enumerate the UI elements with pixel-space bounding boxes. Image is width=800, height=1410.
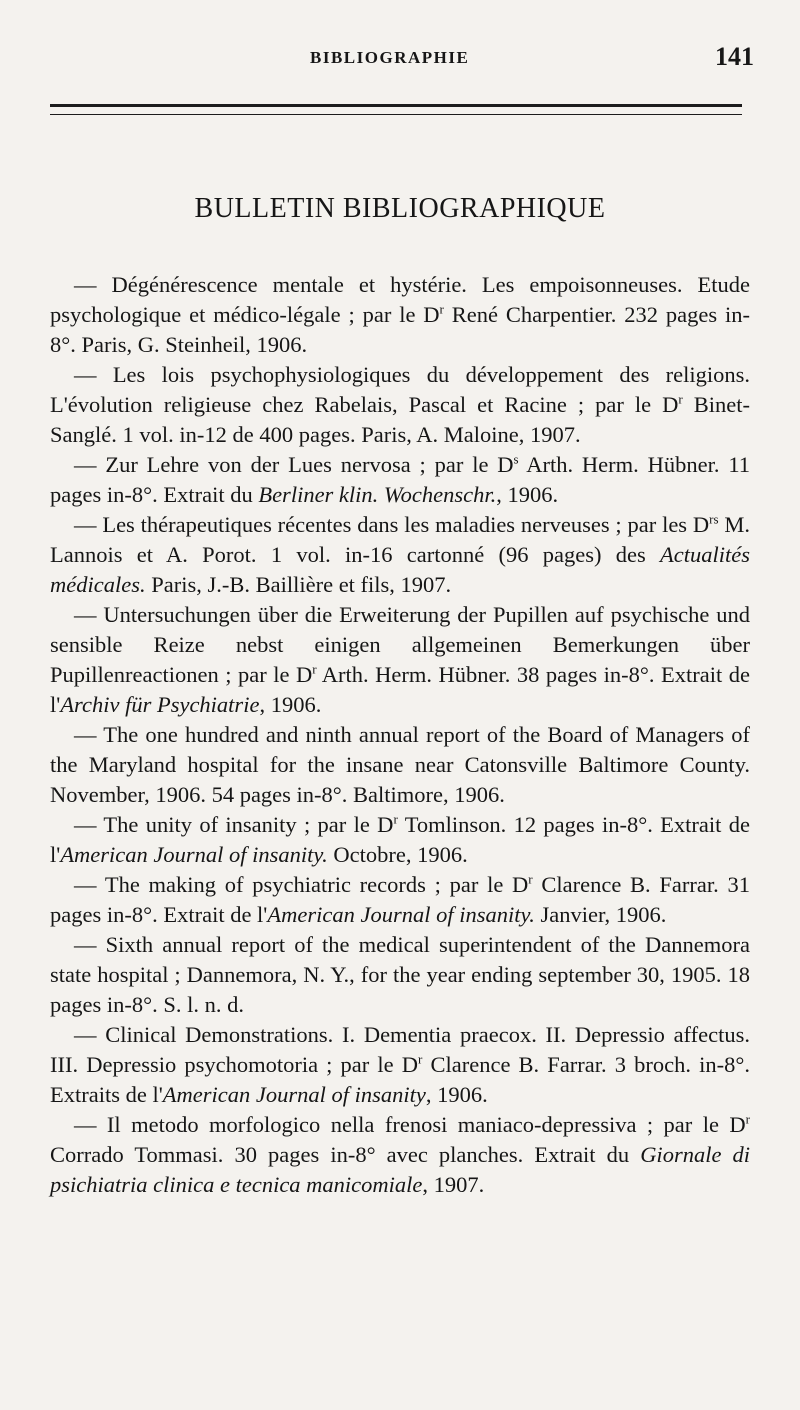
- bibliography-list: [50, 270, 750, 1200]
- entry-text: — Clinical Demonstrations. I. Dementia praecox. II. Depressio affectus. III. Depressio psychomotoria ; par le D: [50, 1022, 750, 1077]
- entry-superscript: s: [513, 451, 519, 467]
- entry-superscript: r: [312, 661, 317, 677]
- header-rule-thick: [50, 104, 742, 107]
- entry-text: — The one hundred and ninth annual report of the Board of Managers of the Maryland hospital for the insane near Catonsville Baltimore County. November, 1906. 54 pages in-8°. Baltimore, 1906.: [50, 722, 750, 807]
- entry-text: , 1906.: [425, 1082, 488, 1107]
- section-title: BULLETIN BIBLIOGRAPHIQUE: [194, 193, 606, 224]
- entry-text: Clarence B. Farrar. 3 broch. in-8°. Extraits de l': [50, 1052, 750, 1107]
- running-title: BIBLIOGRAPHIE: [310, 48, 470, 67]
- entry-text: , 1906.: [496, 482, 559, 507]
- running-head: [0, 40, 800, 80]
- entry-journal-title: Berliner klin. Wochenschr.: [258, 482, 497, 507]
- bibliography-entry: [50, 360, 750, 450]
- entry-text: Tomlinson. 12 pages in-8°. Extrait de l': [50, 812, 750, 867]
- entry-journal-title: Actualités médicales.: [50, 542, 750, 597]
- entry-text: — Les thérapeutiques récentes dans les maladies nerveuses ; par les D: [74, 512, 710, 537]
- bibliography-entry: [50, 930, 750, 1020]
- bibliography-entry: [50, 720, 750, 810]
- bibliography-entry: [50, 870, 750, 930]
- entry-journal-title: American Journal of insanity: [162, 1082, 426, 1107]
- bibliography-entry: [50, 1110, 750, 1200]
- entry-text: Clarence B. Farrar. 31 pages in-8°. Extrait de l': [50, 872, 750, 927]
- entry-text: — Untersuchungen über die Erweiterung der Pupillen auf psychische und sensible Reize nebst einigen allgemeinen Bemerkungen über Pupillenreactionen ; par le D: [50, 602, 750, 687]
- bibliography-entry: [50, 510, 750, 600]
- entry-superscript: r: [745, 1111, 750, 1127]
- entry-text: — The unity of insanity ; par le D: [74, 812, 394, 837]
- entry-superscript: r: [439, 301, 444, 317]
- bibliography-entry: [50, 270, 750, 360]
- bibliography-entry: [50, 600, 750, 720]
- entry-text: Corrado Tommasi. 30 pages in-8° avec planches. Extrait du: [50, 1142, 641, 1167]
- entry-text: — Il metodo morfologico nella frenosi maniaco-depressiva ; par le D: [74, 1112, 746, 1137]
- entry-text: — Dégénérescence mentale et hystérie. Les empoisonneuses. Etude psychologique et médico-légale ; par le D: [50, 272, 750, 327]
- entry-text: — Les lois psychophysiologiques du développement des religions. L'évolution religieuse chez Rabelais, Pascal et Racine ; par le D: [50, 362, 750, 417]
- entry-text: Octobre, 1906.: [327, 842, 468, 867]
- entry-text: Binet-Sanglé. 1 vol. in-12 de 400 pages. Paris, A. Maloine, 1907.: [50, 392, 750, 447]
- entry-text: Paris, J.-B. Baillière et fils, 1907.: [145, 572, 452, 597]
- entry-superscript: r: [528, 871, 533, 887]
- entry-text: M. Lannois et A. Porot. 1 vol. in-16 cartonné (96 pages) des: [50, 512, 750, 567]
- page-number: 141: [715, 42, 754, 71]
- entry-text: Arth. Herm. Hübner. 38 pages in-8°. Extrait de l': [50, 662, 751, 717]
- entry-text: — The making of psychiatric records ; par le D: [74, 872, 529, 897]
- entry-journal-title: Giornale di psichiatria clinica e tecnica manicomiale: [50, 1142, 750, 1197]
- entry-journal-title: Archiv für Psychiatrie: [60, 692, 260, 717]
- entry-text: , 1906.: [259, 692, 322, 717]
- bibliography-entry: [50, 1020, 750, 1110]
- entry-text: , 1907.: [422, 1172, 485, 1197]
- header-rule-thin: [50, 114, 742, 115]
- entry-journal-title: American Journal of insanity.: [267, 902, 535, 927]
- entry-text: — Zur Lehre von der Lues nervosa ; par le D: [74, 452, 514, 477]
- bibliography-entry: [50, 810, 750, 870]
- entry-journal-title: American Journal of insanity.: [60, 842, 328, 867]
- entry-superscript: r: [393, 811, 398, 827]
- entry-text: Janvier, 1906.: [534, 902, 667, 927]
- entry-superscript: r: [418, 1051, 423, 1067]
- entry-superscript: rs: [709, 511, 719, 527]
- entry-text: Arth. Herm. Hübner. 11 pages in-8°. Extrait du: [50, 452, 750, 507]
- bibliography-entry: [50, 450, 750, 510]
- entry-superscript: r: [678, 391, 683, 407]
- entry-text: René Charpentier. 232 pages in-8°. Paris, G. Steinheil, 1906.: [50, 302, 750, 357]
- entry-text: — Sixth annual report of the medical superintendent of the Dannemora state hospital ; Dannemora, N. Y., for the year ending september 30, 1905. 18 pages in-8°. S. l. n. d.: [50, 932, 750, 1017]
